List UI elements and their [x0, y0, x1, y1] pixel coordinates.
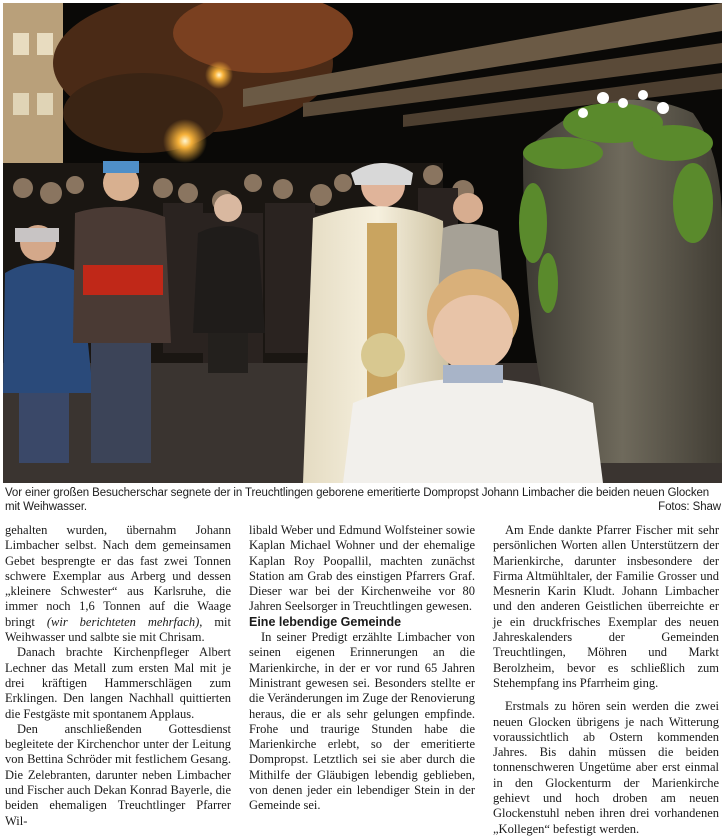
- photo-credit: Fotos: Shaw: [658, 501, 721, 513]
- paragraph: Danach brachte Kirchenpfleger Albert Lechner das Metall zum ersten Mal mit je drei kräftigen Hammerschlägen zum Erklingen. Den langen Nachhall quittierten die Festgäste mit spontanem Applaus.: [5, 645, 231, 721]
- article-column-2: [249, 523, 475, 814]
- subheading: Eine lebendige Gemeinde: [249, 614, 402, 629]
- article-column-1: [5, 523, 231, 829]
- article-column-3: [493, 523, 719, 837]
- paragraph: Den anschließenden Gottesdienst begleitete der Kirchenchor unter der Leitung von Bettina Schröder mit festlichem Gesang. Die Zelebranten, darunter neben Limbacher und Fischer auch Dekan Konrad Bayerle, die beiden ehemaligen Treuchtlinger Pfarrer Wil-: [5, 721, 231, 828]
- paragraph: Am Ende dankte Pfarrer Fischer mit sehr persönlichen Worten allen Unterstützern der Marienkirche, darunter insbesondere der Firma Altmühltaler, der Familie Grosser und Mesnerin Karin Kludt. Johann Limbacher und den anderen Geistlichen überreichte er je ein druckfrisches Exemplar des neuen Jahreskalenders der Gemeinden Treuchtlingen, Möhren und Markt Berolzheim, bevor es schließlich zum Stehempfang ins Pfarrheim ging.: [493, 523, 719, 690]
- caption-text: Vor einer großen Besucherschar segnete der in Treuchtlingen geborene emeritierte Dompropst Johann Limbacher die beiden neuen Glocken mit Weihwasser.: [5, 487, 710, 513]
- paragraph: libald Weber und Edmund Wolfsteiner sowie Kaplan Michael Wohner und der ehemalige Kaplan Roy Poopallil, machten zunächst Station am Grab des einstigen Pfarrers Graf. Dieser war bei der Kirchenweihe vor 80 Jahren Seelsorger in Treuchtlingen gewesen.: [249, 523, 475, 614]
- paragraph: gehalten wurden, übernahm Johann Limbacher selbst. Nach dem gemeinsamen Gebet besprengte er das fast zwei Tonnen schwere Exemplar aus Arberg und dessen „kleinere Schwester“ aus Karlsruhe, die immer noch 1,6 Tonnen auf die Waage bringt (wir berichteten mehrfach), mit Weihwasser und salbte sie mit Chrisam.: [5, 523, 232, 645]
- photo-caption: [5, 486, 721, 514]
- paragraph: Erstmals zu hören sein werden die zwei neuen Glocken übrigens je nach Witterung voraussichtlich ab Ostern kommenden Jahres. Bis dahin müssen die beiden tonnenschweren Ungetüme aber erst einmal in den Glockenturm der Marienkirche gehievt und hoch droben am neuen Glockenstuhl neben ihren drei vorhandenen „Kollegen“ befestigt werden.: [493, 699, 719, 836]
- paragraph: In seiner Predigt erzählte Limbacher von seinen eigenen Erinnerungen an die Marienkirche, in der er vor rund 65 Jahren Ministrant gewesen sei. Besonders stellte er die Veränderungen im Zuge der Renovierung heraus, die er als sehr gelungen empfinde. Frohe und traurige Stunden habe die Marienkirche erlebt, so der emeritierte Dompropst. Letztlich sei sie aber durch die Mithilfe der Gläubigen lebendig geblieben, von denen jeder ein lebendiger Stein in der Gemeinde sei.: [249, 630, 475, 813]
- news-photo: [3, 3, 722, 483]
